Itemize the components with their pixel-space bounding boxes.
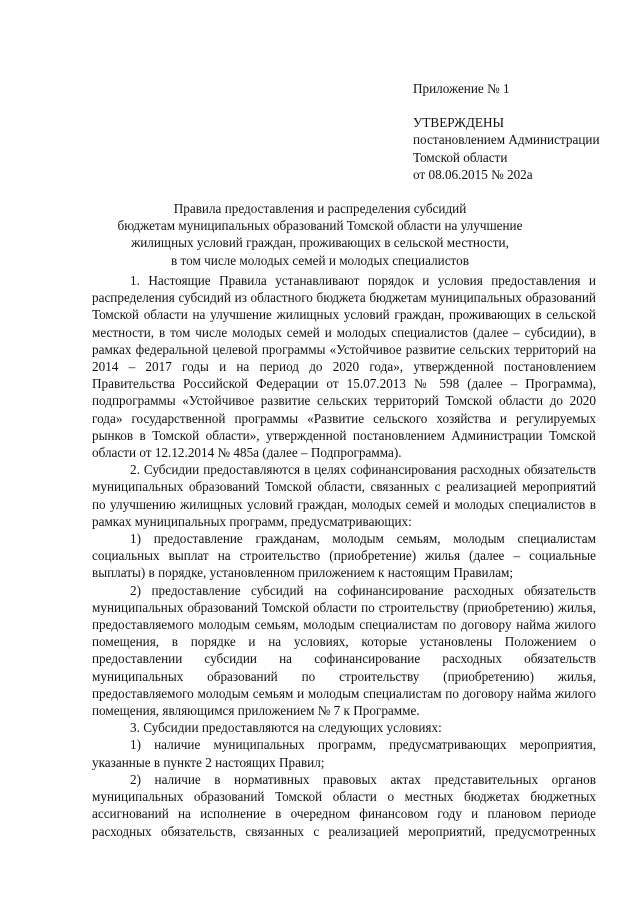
title-line-1: Правила предоставления и распределения субсидий <box>173 201 467 216</box>
document-body <box>92 272 596 840</box>
paragraph-2: 2. Субсидии предоставляются в целях софинансирования расходных обязательств муниципальных образований Томской области, связанных с реализацией мероприятий по улучшению жилищных условий граждан, молодых семей и молодых специалистов в рамках муниципальных программ, предусматривающих: <box>92 462 596 529</box>
paragraph-3-item-1: 1) наличие муниципальных программ, предусматривающих мероприятия, указанные в пункте 2 настоящих Правил; <box>92 737 596 770</box>
paragraph-2-item-2: 2) предоставление субсидий на софинансирование расходных обязательств муниципальных образований Томской области по строительству (приобретению) жилья, предоставляемого молодым семьям, молодым специалистам по договору найма жилого помещения, в порядке и на условиях, которые установлены Положением о предоставлении субсидии на софинансирование расходных обязательств муниципальных образований по строительству (приобретению) жилья, предоставляемого молодым семьям и молодым специалистам по договору найма жилого помещения, являющимся приложением № 7 к Программе. <box>92 582 596 719</box>
approved-by-line: постановлением Администрации <box>413 132 600 148</box>
title-line-3: жилищных условий граждан, проживающих в сельской местности, <box>131 235 509 251</box>
paragraph-3: 3. Субсидии предоставляются на следующих условиях: <box>130 720 442 736</box>
paragraph-1: 1. Настоящие Правила устанавливают порядок и условия предоставления и распределения субсидий из областного бюджета бюджетам муниципальных образований Томской области на улучшение жилищных условий граждан, проживающих в сельской местности, в том числе молодых семей и молодых специалистов (далее – субсидии), в рамках федеральной целевой программы «Устойчивое развитие сельских территорий на 2014 – 2017 годы и на период до 2020 года», утвержденной постановлением Правительства Российской Федерации от 15.07.2013 № 598 (далее – Программа), подпрограммы «Устойчивое развитие сельских территорий Томской области до 2020 года» государственной программы «Развитие сельского хозяйства и регулируемых рынков в Томской области», утвержденной постановлением Администрации Томской области от 12.12.2014 № 485а (далее – Подпрограмма). <box>92 273 596 461</box>
annex-number: Приложение № 1 <box>413 81 510 96</box>
title-line-4: в том числе молодых семей и молодых специалистов <box>171 252 469 268</box>
approved-heading: УТВЕРЖДЕНЫ <box>413 115 505 131</box>
approval-block <box>413 80 623 183</box>
paragraph-2-item-1: 1) предоставление гражданам, молодым семьям, молодым специалистам социальных выплат на строительство (приобретение) жилья (далее – социальные выплаты) в порядке, установленном приложением к настоящим Правилам; <box>92 531 596 581</box>
document-title <box>90 200 550 269</box>
approved-region-line: Томской области <box>413 149 508 165</box>
paragraph-3-item-2: 2) наличие в нормативных правовых актах представительных органов муниципальных образований Томской области о местных бюджетах бюджетных ассигнований на исполнение в очередном финансовом году и плановом периоде расходных обязательств, связанных с реализацией мероприятий, предусмотренных <box>92 771 596 839</box>
title-line-2: бюджетам муниципальных образований Томской области на улучшение <box>117 218 523 234</box>
approved-date-line: от 08.06.2015 № 202а <box>413 166 533 182</box>
